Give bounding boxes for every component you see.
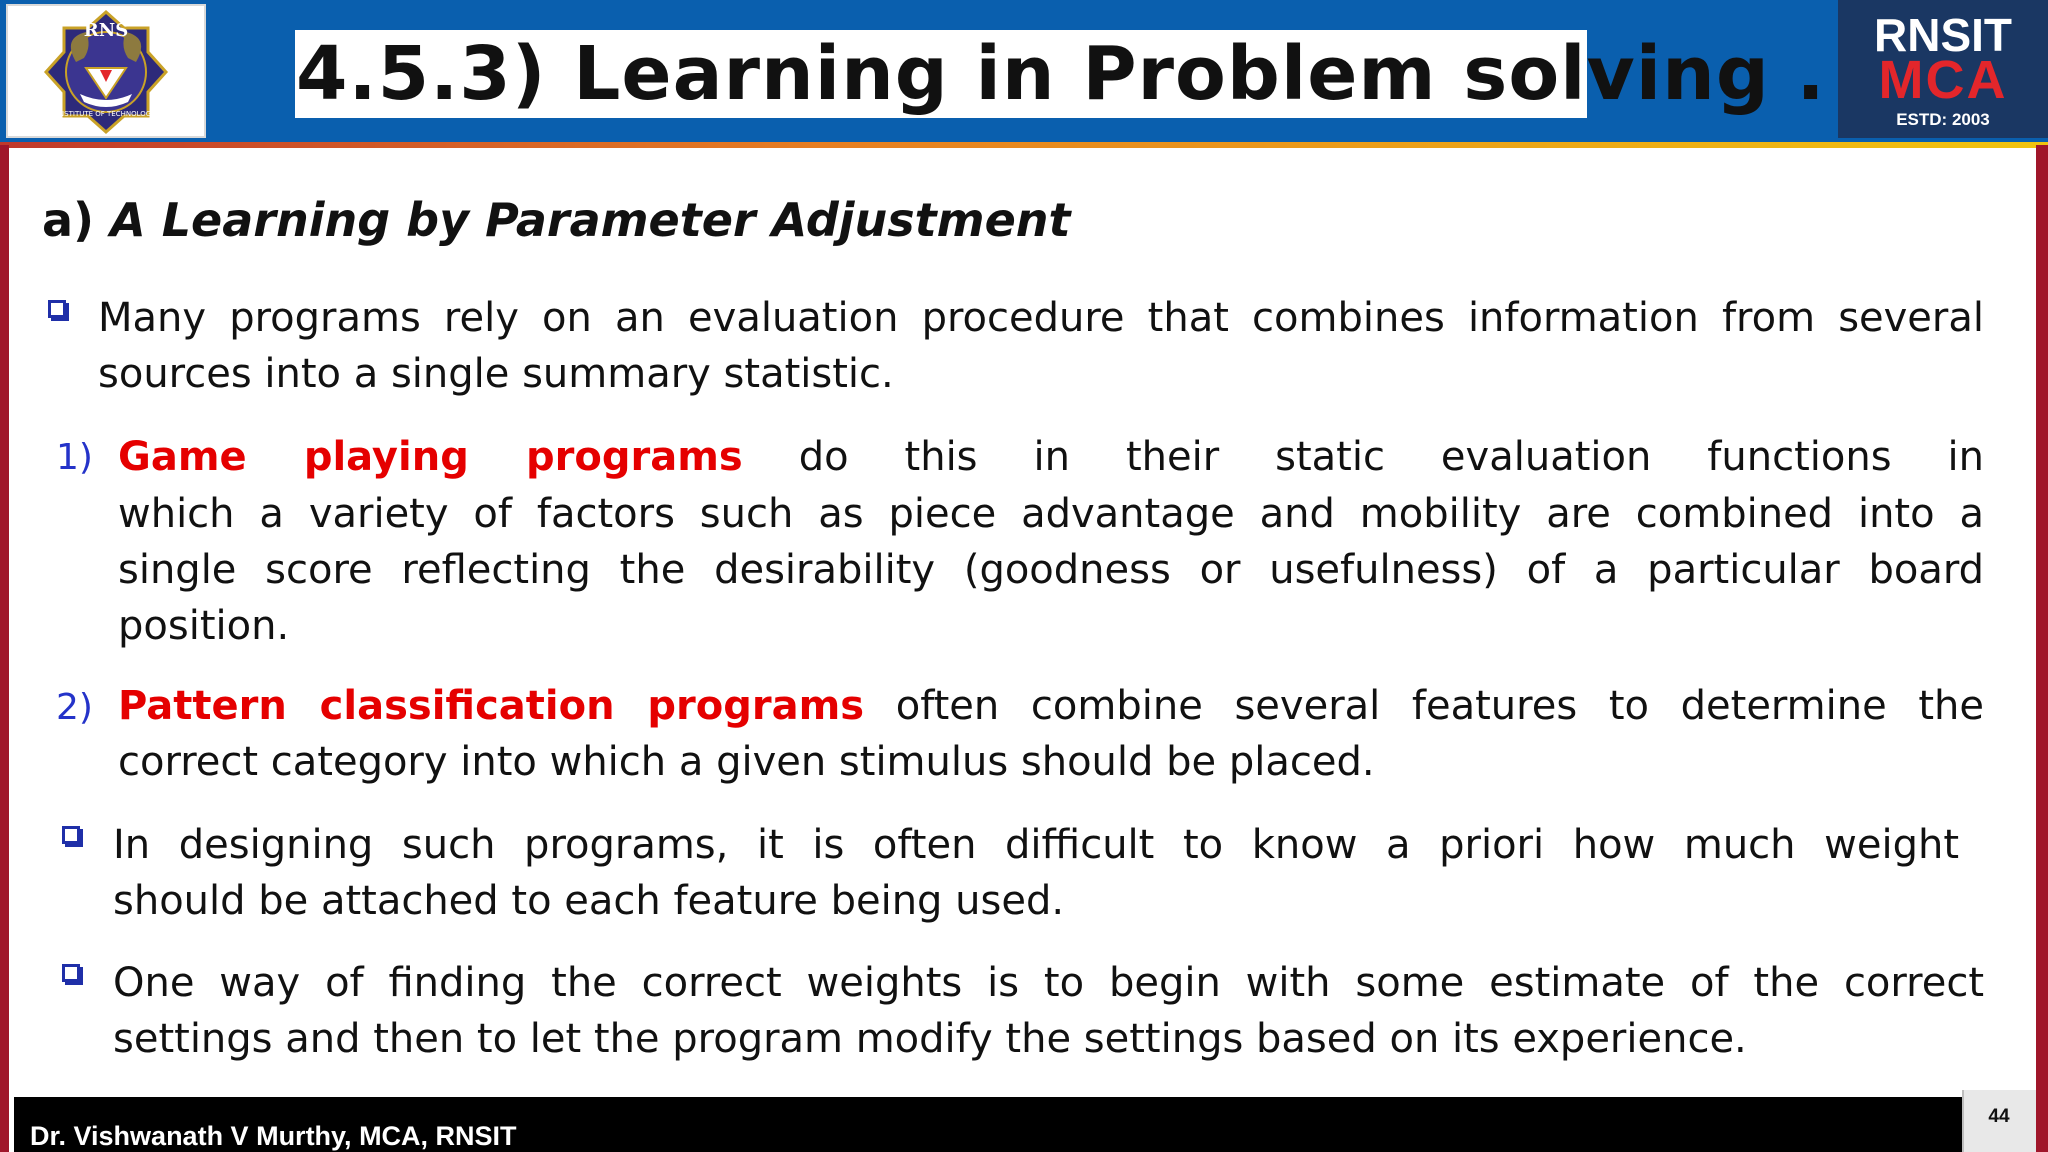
checkbox-bullet-icon xyxy=(62,826,80,844)
brand-dept: MCA xyxy=(1878,50,2008,110)
item2-line1-rest: often combine several features to determine the xyxy=(895,683,1984,729)
subtitle-text: A Learning by Parameter Adjustment xyxy=(110,193,1071,247)
item1-line1 xyxy=(118,429,1984,485)
bullet1-line2: sources into a single summary statistic. xyxy=(98,351,894,397)
bullet2-line2: should be attached to each feature being used. xyxy=(113,878,1065,924)
institute-logo xyxy=(6,4,206,138)
item2-highlight: Pattern classification programs xyxy=(118,683,865,729)
page-number: 44 xyxy=(1988,1106,2010,1127)
left-frame-border xyxy=(0,145,9,1152)
checkbox-bullet-icon xyxy=(62,964,80,982)
brand-estd: ESTD: 2003 xyxy=(1896,110,1990,129)
bullet3-line1: One way of finding the correct weights is to begin with some estimate of the correct xyxy=(113,960,1984,1006)
item1-line1-rest: do this in their static evaluation functions in xyxy=(798,434,1984,480)
accent-strip xyxy=(0,142,2048,148)
bullet1-line1: Many programs rely on an evaluation procedure that combines information from several xyxy=(98,295,1984,341)
subtitle-prefix: a) xyxy=(42,193,95,247)
bullet3-line2: settings and then to let the program modify the settings based on its experience. xyxy=(113,1016,1747,1062)
right-frame-border xyxy=(2036,145,2048,1152)
item2-line1 xyxy=(118,678,1984,734)
item1-line3: single score reflecting the desirability (goodness or usefulness) of a particular board xyxy=(118,547,1984,593)
item2-line2: correct category into which a given stimulus should be placed. xyxy=(118,739,1375,785)
item1-line2: which a variety of factors such as piece advantage and mobility are combined into a xyxy=(118,491,1984,537)
footer-author: Dr. Vishwanath V Murthy, MCA, RNSIT xyxy=(30,1121,517,1151)
brand-name: RNSIT xyxy=(1874,9,2012,61)
logo-text: RNS xyxy=(83,20,129,41)
item1-highlight: Game playing programs xyxy=(118,434,743,480)
logo-subtext: INSTITUTE OF TECHNOLOGY xyxy=(56,110,156,118)
checkbox-bullet-icon xyxy=(48,300,66,318)
item2-number: 2) xyxy=(56,687,93,728)
bullet2-line1: In designing such programs, it is often difficult to know a priori how much weight xyxy=(113,822,1959,868)
item1-number: 1) xyxy=(56,437,93,478)
section-subtitle xyxy=(42,192,1071,248)
page-title: 4.5.3) Learning in Problem solving . xyxy=(296,31,1826,117)
item1-line4: position. xyxy=(118,603,290,649)
